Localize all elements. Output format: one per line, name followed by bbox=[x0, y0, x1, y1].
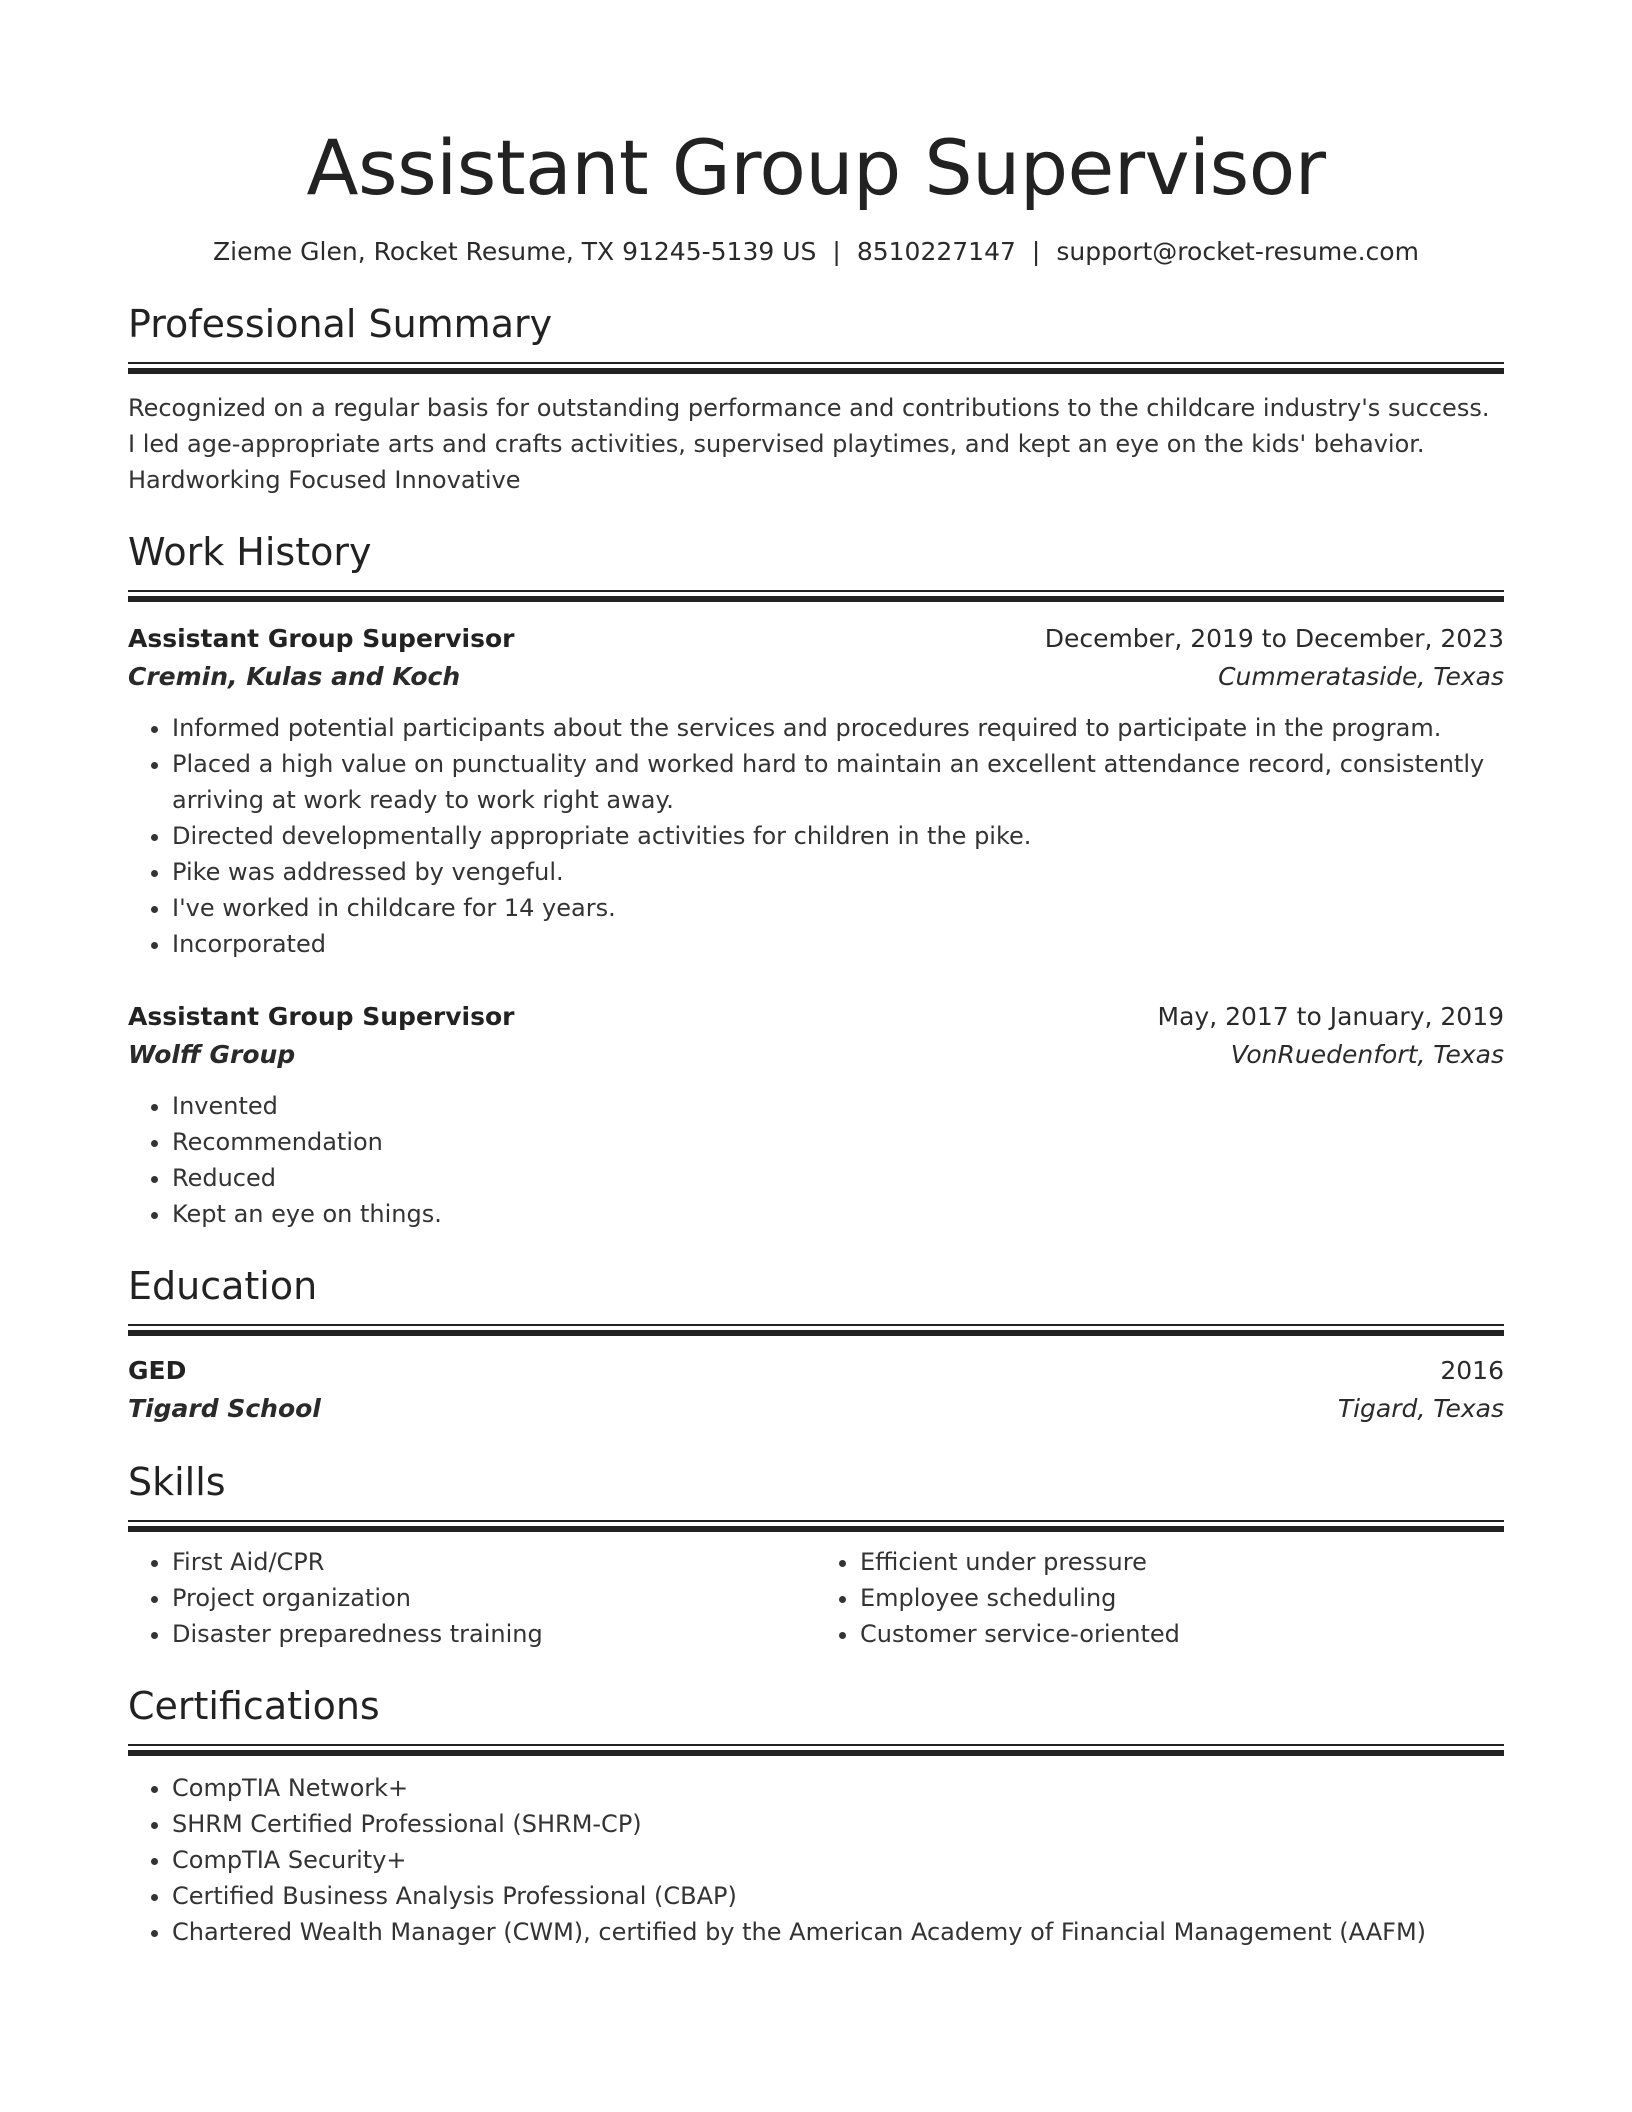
section-certifications bbox=[128, 1682, 1504, 1950]
list-item: • Directed developmentally appropriate activities for children in the pike. bbox=[172, 818, 1504, 854]
job-dates: May, 2017 to January, 2019 bbox=[1157, 1002, 1504, 1031]
list-item: • Employee scheduling bbox=[860, 1580, 1504, 1616]
section-summary bbox=[128, 300, 1504, 498]
section-skills bbox=[128, 1458, 1504, 1652]
list-item: • CompTIA Security+ bbox=[172, 1842, 1504, 1878]
section-title-education: Education bbox=[128, 1264, 318, 1308]
certifications-list bbox=[128, 1770, 1504, 1950]
list-item: • Efficient under pressure bbox=[860, 1544, 1504, 1580]
job-dates: December, 2019 to December, 2023 bbox=[1044, 624, 1504, 653]
contact-phone: 8510227147 bbox=[856, 237, 1016, 266]
section-divider bbox=[128, 1520, 1504, 1532]
section-divider bbox=[128, 362, 1504, 374]
summary-text: Recognized on a regular basis for outstanding performance and contributions to the childcare industry's success. I led age-appropriate arts and crafts activities, supervised playtimes, and kept an eye on the kids' behavior. Hardworking Focused Innovative bbox=[128, 394, 1490, 494]
job-location: Cummerataside, Texas bbox=[1218, 662, 1504, 691]
list-item: • Informed potential participants about the services and procedures required to participate in the program. bbox=[172, 710, 1504, 746]
section-title-summary: Professional Summary bbox=[128, 302, 553, 346]
contact-separator: | bbox=[1031, 237, 1041, 266]
contact-line bbox=[128, 234, 1504, 270]
contact-address: Zieme Glen, Rocket Resume, TX 91245-5139 US bbox=[213, 237, 817, 266]
list-item: • Disaster preparedness training bbox=[172, 1616, 816, 1652]
skills-grid bbox=[128, 1544, 1504, 1652]
list-item: • I've worked in childcare for 14 years. bbox=[172, 890, 1504, 926]
resume-name: Assistant Group Supervisor bbox=[306, 123, 1326, 212]
section-education bbox=[128, 1262, 1504, 1428]
list-item: • Chartered Wealth Manager (CWM), certified by the American Academy of Financial Management (AAFM) bbox=[172, 1914, 1504, 1950]
job-bullets bbox=[128, 1088, 1504, 1232]
contact-separator: | bbox=[832, 237, 841, 266]
section-title-certifications: Certifications bbox=[128, 1684, 380, 1728]
education-entry bbox=[128, 1352, 1504, 1428]
education-location: Tigard, Texas bbox=[1337, 1394, 1504, 1423]
list-item: • Project organization bbox=[172, 1580, 816, 1616]
section-title-work: Work History bbox=[128, 530, 372, 574]
list-item: • Incorporated bbox=[172, 926, 1504, 962]
job-location: VonRuedenfort, Texas bbox=[1230, 1040, 1504, 1069]
list-item: • Pike was addressed by vengeful. bbox=[172, 854, 1504, 890]
list-item: • CompTIA Network+ bbox=[172, 1770, 1504, 1806]
skills-column-right bbox=[816, 1544, 1504, 1652]
list-item: • Reduced bbox=[172, 1160, 1504, 1196]
job-entry bbox=[128, 998, 1504, 1232]
list-item: • Kept an eye on things. bbox=[172, 1196, 1504, 1232]
skills-column-left bbox=[128, 1544, 816, 1652]
section-divider bbox=[128, 1744, 1504, 1756]
education-degree: GED bbox=[128, 1356, 187, 1385]
job-bullets bbox=[128, 710, 1504, 962]
job-company: Cremin, Kulas and Koch bbox=[128, 662, 461, 691]
education-school: Tigard School bbox=[128, 1394, 321, 1423]
job-title: Assistant Group Supervisor bbox=[128, 624, 515, 653]
job-entry bbox=[128, 620, 1504, 962]
education-year: 2016 bbox=[1440, 1356, 1504, 1385]
list-item: • Placed a high value on punctuality and worked hard to maintain an excellent attendance record, consistently arriving at work ready to work right away. bbox=[172, 746, 1504, 818]
list-item: • Customer service-oriented bbox=[860, 1616, 1504, 1652]
section-title-skills: Skills bbox=[128, 1460, 226, 1504]
list-item: • Invented bbox=[172, 1088, 1504, 1124]
job-title: Assistant Group Supervisor bbox=[128, 1002, 515, 1031]
contact-email: support@rocket-resume.com bbox=[1056, 237, 1419, 266]
section-divider bbox=[128, 590, 1504, 602]
list-item: • First Aid/CPR bbox=[172, 1544, 816, 1580]
list-item: • Certified Business Analysis Professional (CBAP) bbox=[172, 1878, 1504, 1914]
job-company: Wolff Group bbox=[128, 1040, 296, 1069]
list-item: • Recommendation bbox=[172, 1124, 1504, 1160]
section-divider bbox=[128, 1324, 1504, 1336]
section-work-history bbox=[128, 528, 1504, 1232]
list-item: • SHRM Certified Professional (SHRM-CP) bbox=[172, 1806, 1504, 1842]
